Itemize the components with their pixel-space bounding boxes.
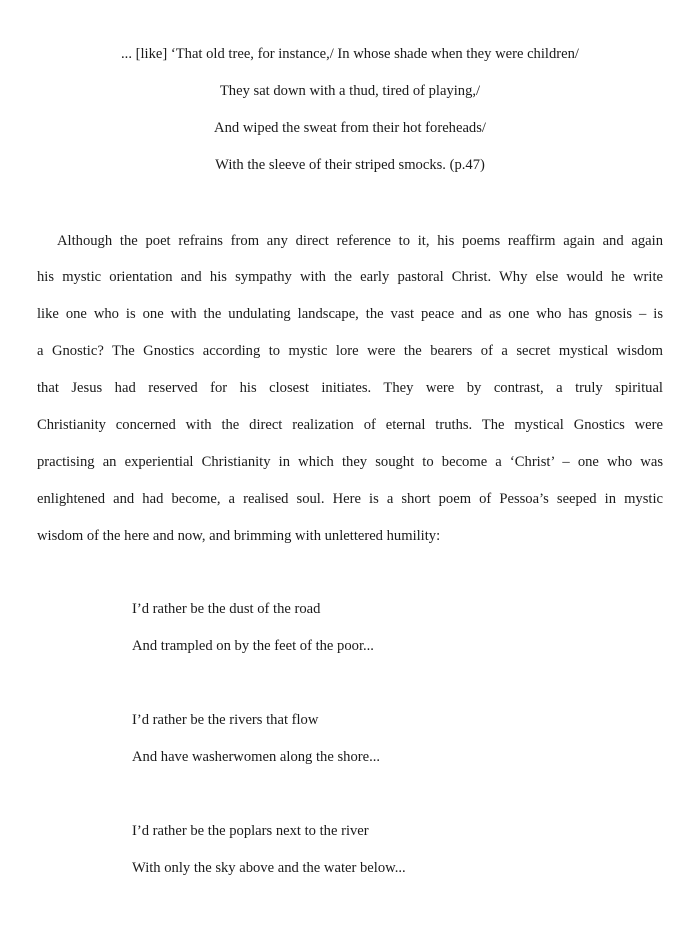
poem-stanza-3-line-2: With only the sky above and the water below... <box>132 860 406 876</box>
quote-line-1: ... [like] ‘That old tree, for instance,/ In whose shade when they were children/ <box>121 46 579 62</box>
poem-stanza-3-line-1: I’d rather be the poplars next to the river <box>132 823 369 839</box>
quote-line-4: With the sleeve of their striped smocks. (p.47) <box>215 157 485 173</box>
poem-stanza-1-line-2: And trampled on by the feet of the poor... <box>132 638 374 654</box>
paragraph-line-4: a Gnostic? The Gnostics according to mystic lore were the bearers of a secret mystical wisdom <box>37 343 663 359</box>
paragraph-line-6: Christianity concerned with the direct realization of eternal truths. The mystical Gnostics were <box>37 417 663 433</box>
poem-stanza-2-line-1: I’d rather be the rivers that flow <box>132 712 319 728</box>
paragraph-line-9: wisdom of the here and now, and brimming with unlettered humility: <box>37 528 441 544</box>
paragraph-line-3: like one who is one with the undulating landscape, the vast peace and as one who has gnosis – is <box>37 306 663 322</box>
paragraph-line-2: his mystic orientation and his sympathy with the early pastoral Christ. Why else would he write <box>37 269 663 285</box>
poem-stanza-2-line-2: And have washerwomen along the shore... <box>132 749 381 765</box>
quote-line-3: And wiped the sweat from their hot foreheads/ <box>214 120 486 136</box>
paragraph-line-8: enlightened and had become, a realised soul. Here is a short poem of Pessoa’s seeped in mystic <box>37 491 663 507</box>
quote-line-2: They sat down with a thud, tired of playing,/ <box>219 83 481 99</box>
paragraph-line-5: that Jesus had reserved for his closest initiates. They were by contrast, a truly spiritual <box>37 380 663 396</box>
paragraph-line-1: Although the poet refrains from any direct reference to it, his poems reaffirm again and again <box>57 233 663 249</box>
paragraph-line-7: practising an experiential Christianity in which they sought to become a ‘Christ’ – one who was <box>37 454 663 470</box>
poem-stanza-1-line-1: I’d rather be the dust of the road <box>132 601 321 617</box>
